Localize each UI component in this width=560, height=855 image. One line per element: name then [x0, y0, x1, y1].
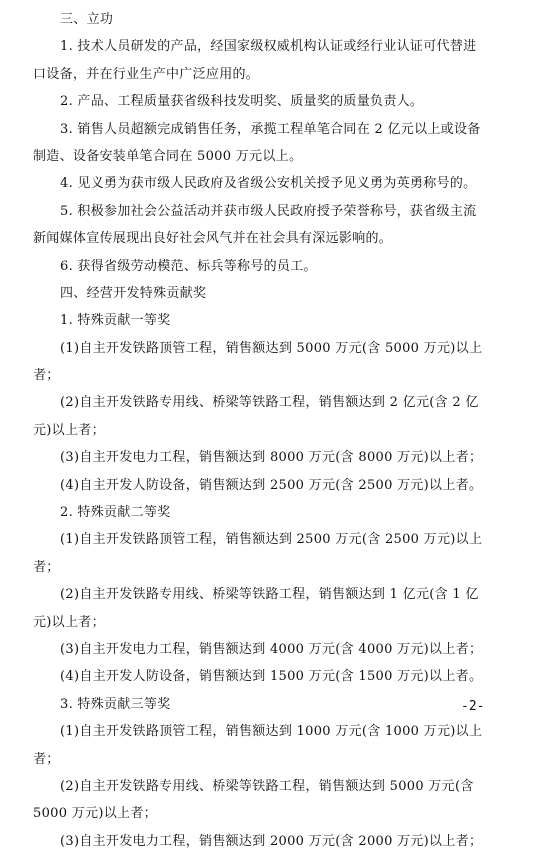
- text-line: (2)自主开发铁路专用线、桥梁等铁路工程，销售额达到 1 亿元(含 1 亿: [60, 587, 479, 603]
- text-line: 者；: [33, 751, 60, 767]
- text-line: 三、立功: [60, 12, 114, 27]
- text-line: (3)自主开发电力工程，销售额达到 2000 万元(含 2000 万元)以上者；: [60, 833, 483, 849]
- text-line: (3)自主开发电力工程，销售额达到 8000 万元(含 8000 万元)以上者；: [60, 450, 483, 466]
- text-line: 2. 特殊贡献二等奖: [60, 505, 171, 521]
- text-line: 3. 销售人员超额完成销售任务，承揽工程单笔合同在 2 亿元以上或设备: [60, 121, 481, 137]
- text-line: (1)自主开发铁路顶管工程，销售额达到 2500 万元(含 2500 万元)以上: [60, 532, 483, 548]
- text-line: (2)自主开发铁路专用线、桥梁等铁路工程，销售额达到 5000 万元(含: [60, 778, 474, 794]
- text-line: (4)自主开发人防设备，销售额达到 2500 万元(含 2500 万元)以上者。: [60, 477, 483, 493]
- text-line: 元)以上者；: [33, 422, 105, 438]
- text-line: 1. 技术人员研发的产品，经国家级权威机构认证或经行业认证可代替进: [60, 39, 477, 55]
- text-line: (4)自主开发人防设备，销售额达到 1500 万元(含 1500 万元)以上者。: [60, 669, 483, 685]
- text-line: 制造、设备安装单笔合同在 5000 万元以上。: [33, 148, 303, 164]
- text-line: 2. 产品、工程质量获省级科技发明奖、质量奖的质量负责人。: [60, 94, 424, 110]
- text-line: (1)自主开发铁路顶管工程，销售额达到 5000 万元(含 5000 万元)以上: [60, 340, 483, 356]
- text-line: 5. 积极参加社会公益活动并获市级人民政府授予荣誉称号，获省级主流: [60, 203, 477, 219]
- text-line: 四、经营开发特殊贡献奖: [60, 285, 207, 301]
- text-line: (3)自主开发电力工程，销售额达到 4000 万元(含 4000 万元)以上者；: [60, 641, 483, 657]
- text-line: (2)自主开发铁路专用线、桥梁等铁路工程，销售额达到 2 亿元(含 2 亿: [60, 395, 479, 411]
- text-line: 者；: [33, 368, 60, 384]
- text-line: 新闻媒体宣传展现出良好社会风气并在社会具有深远影响的。: [33, 231, 393, 247]
- text-line: 5000 万元)以上者；: [33, 806, 157, 822]
- page-number: -2-: [461, 699, 485, 714]
- document-body: [33, 6, 530, 855]
- text-line: 4. 见义勇为获市级人民政府及省级公安机关授予见义勇为英勇称号的。: [60, 176, 477, 192]
- text-line: 元)以上者；: [33, 614, 105, 630]
- text-line: 口设备，并在行业生产中广泛应用的。: [33, 66, 260, 82]
- text-line: 3. 特殊贡献三等奖: [60, 696, 171, 712]
- text-line: 1. 特殊贡献一等奖: [60, 313, 171, 329]
- text-line: 6. 获得省级劳动模范、标兵等称号的员工。: [60, 258, 317, 274]
- text-line: 者；: [33, 559, 60, 575]
- text-line: (1)自主开发铁路顶管工程，销售额达到 1000 万元(含 1000 万元)以上: [60, 724, 483, 740]
